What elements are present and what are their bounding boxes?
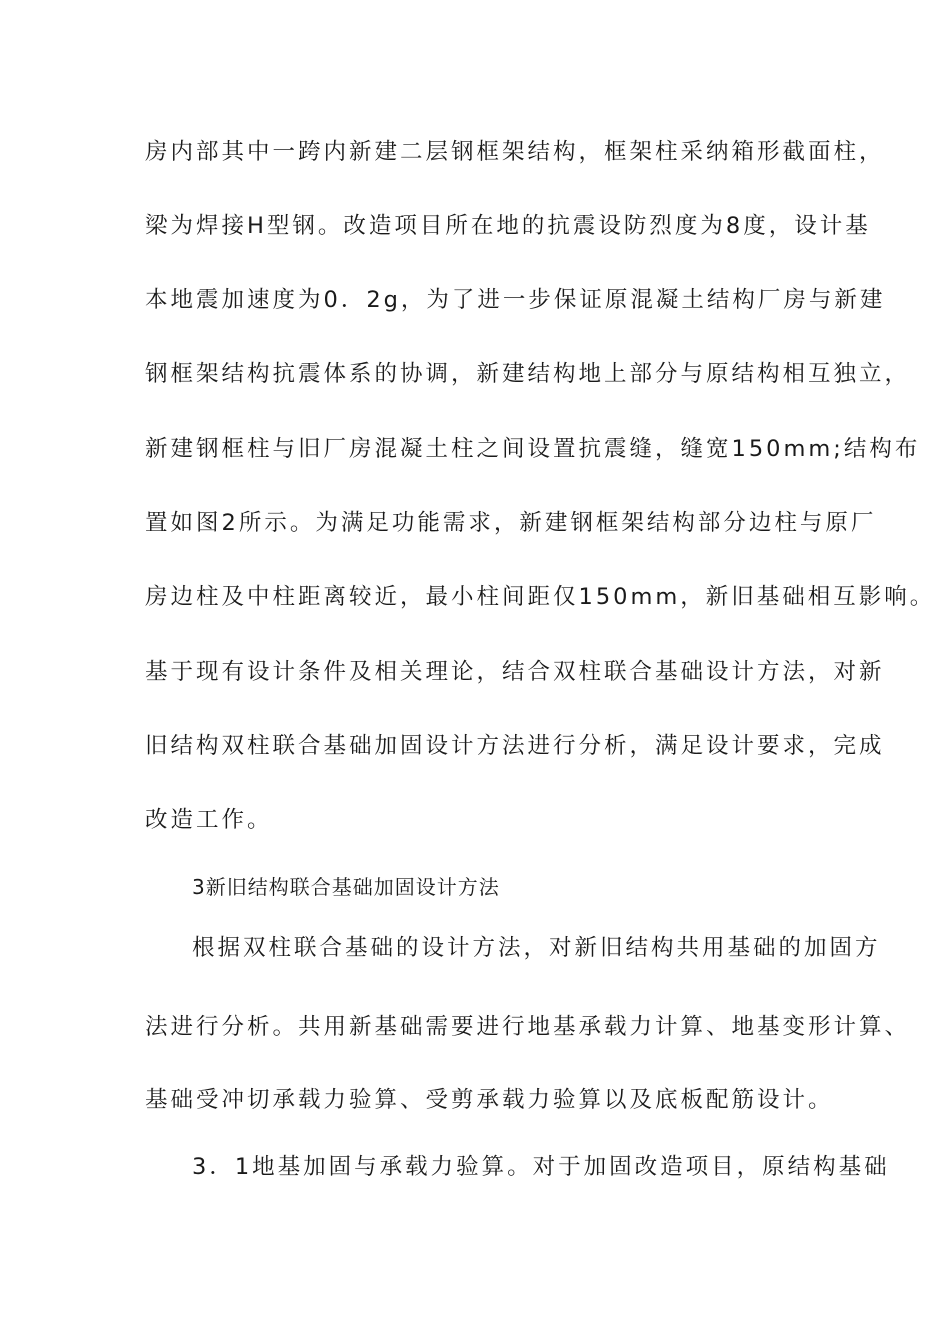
paragraph-line: 钢框架结构抗震体系的协调，新建结构地上部分与原结构相互独立， <box>145 361 911 387</box>
paragraph-line: 房边柱及中柱距离较近，最小柱间距仅150mm，新旧基础相互影响。 <box>145 584 936 610</box>
paragraph-line: 法进行分析。共用新基础需要进行地基承载力计算、地基变形计算、 <box>145 1014 911 1040</box>
paragraph-line: 置如图2所示。为满足功能需求，新建钢框架结构部分边柱与原厂 <box>145 510 877 536</box>
paragraph-line: 新建钢框柱与旧厂房混凝土柱之间设置抗震缝，缝宽150mm;结构布 <box>145 436 921 462</box>
paragraph-line: 本地震加速度为0．2g，为了进一步保证原混凝土结构厂房与新建 <box>145 287 886 313</box>
paragraph-line: 旧结构双柱联合基础加固设计方法进行分析，满足设计要求，完成 <box>145 733 885 759</box>
section-heading: 3新旧结构联合基础加固设计方法 <box>192 875 500 899</box>
paragraph-line: 基础受冲切承载力验算、受剪承载力验算以及底板配筋设计。 <box>145 1087 834 1113</box>
paragraph-line: 梁为焊接H型钢。改造项目所在地的抗震设防烈度为8度，设计基 <box>145 213 871 239</box>
paragraph-line: 改造工作。 <box>145 807 273 833</box>
subsection-line: 3．1地基加固与承载力验算。对于加固改造项目，原结构基础 <box>192 1154 890 1180</box>
paragraph-line: 房内部其中一跨内新建二层钢框架结构，框架柱采纳箱形截面柱， <box>145 139 885 165</box>
paragraph-line: 基于现有设计条件及相关理论，结合双柱联合基础设计方法，对新 <box>145 659 885 685</box>
paragraph-line: 根据双柱联合基础的设计方法，对新旧结构共用基础的加固方 <box>192 935 881 961</box>
